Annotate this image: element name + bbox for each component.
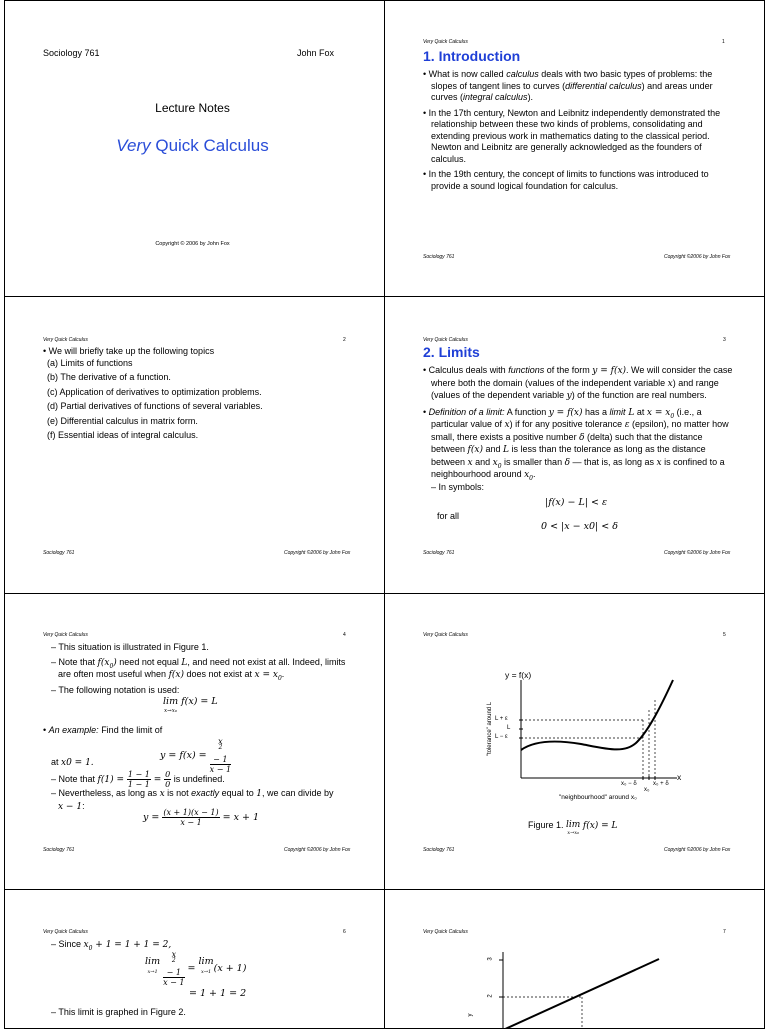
topics-intro: • We will briefly take up the following topics: [43, 346, 215, 356]
delta-condition: 0 < |x − x0| < δ: [541, 521, 618, 532]
slide-limit-result: [4, 889, 385, 1029]
function-line: [503, 959, 659, 1029]
running-header: Very Quick Calculus: [423, 632, 468, 638]
footer-right: Copyright ©2006 by John Fox: [664, 550, 731, 556]
page-number: 4: [343, 632, 346, 638]
topic-item: (c) Application of derivatives to optimization problems.: [47, 386, 262, 397]
bullet-functions: • Calculus deals with functions of the form y = f(x). We will consider the case where both the domain (values of the independent variable x) and range (values of the dependent variable y) of the function are real numbers.: [423, 365, 733, 401]
footer-right: Copyright ©2006 by John Fox: [664, 847, 731, 853]
for-all-label: for all: [437, 511, 460, 521]
note-divide: – Nevertheless, as long as x is not exactly equal to 1, we can divide by x − 1:: [51, 788, 334, 812]
l-label: L: [507, 725, 511, 731]
title-emphasis: Very: [116, 136, 151, 155]
running-header: Very Quick Calculus: [423, 337, 468, 343]
presentation-title: [5, 136, 380, 156]
slide-figure1: [384, 593, 765, 890]
running-header: Very Quick Calculus: [423, 39, 468, 45]
page-number: 1: [722, 39, 725, 45]
in-symbols: – In symbols:: [431, 481, 485, 492]
title-rest: Quick Calculus: [155, 136, 269, 155]
footer-left: Sociology 761: [423, 254, 455, 260]
limit-figure: [385, 594, 765, 890]
bullet-newton-leibnitz: • In the 17th century, Newton and Leibnitz independently demonstrated the relationship between these two kinds of problems, consolidating and extending previous work in mathematics dating to the classical period. Newton and Leibnitz are generally acknowledged as the founders of calculus.: [423, 107, 721, 164]
x0-label: x₀: [644, 787, 650, 793]
note-undefined: – Note that f(1) = $\frac{1 - 1}{1 - 1}$ = $\frac{0}{0}$ is undefined.: [51, 770, 225, 789]
neighbourhood-label: "neighbourhood" around x₀: [559, 794, 637, 801]
topic-item: (e) Differential calculus in matrix form.: [47, 415, 198, 426]
running-header: Very Quick Calculus: [423, 929, 468, 935]
x0-plus-delta: x₀ + δ: [653, 781, 669, 787]
slide-topics: [4, 296, 385, 594]
page-number: 2: [343, 337, 346, 343]
epsilon-condition: |f(x) − L| < ε: [545, 497, 608, 508]
author-label: John Fox: [297, 48, 335, 58]
footer-left: Sociology 761: [43, 847, 75, 853]
footer-right: Copyright ©2006 by John Fox: [284, 550, 351, 556]
topic-item: (a) Limits of functions: [47, 357, 133, 368]
footer-left: Sociology 761: [423, 550, 455, 556]
running-header: Very Quick Calculus: [43, 929, 88, 935]
topic-item: (d) Partial derivatives of functions of several variables.: [47, 401, 263, 411]
bullet-calculus: • What is now called calculus deals with two basic types of problems: the slopes of tangent lines to curves (differential calculus) and areas under curves (integral calculus).: [423, 69, 713, 102]
figure-caption: Figure 1. lim $^{x\to x_0}$ f(x) = L: [528, 820, 618, 836]
bullet-definition: • Definition of a limit: A function y = f(x) has a limit L at $x = x_0$ (i.e., a particular value of x) if for any positive tolerance ε (epsilon), no matter how small, there exists a positive number δ (delta) such that the distance between f(x) and L is less than the tolerance as long as the distance between x and $x_0$ is smaller than δ — that is, as long as x is confined to a neighbourhood around $x_0$.: [423, 406, 729, 482]
function-curve: [521, 680, 673, 750]
tick-label-2: 2: [487, 994, 494, 998]
slide-limits: [384, 296, 765, 594]
course-label: Sociology 761: [43, 48, 100, 58]
y-axis-label: y = f(x): [505, 670, 532, 680]
intro-body: [423, 69, 728, 192]
since-line: – Since $x_0 + 1 = 1 + 1 = 2$,: [51, 939, 172, 952]
at-x0: at x0 = 1.: [51, 757, 94, 768]
l-plus-epsilon: L + ε: [495, 716, 508, 722]
limit-derivation: lim $^{x\to 1}$ x 2 − 1 x − 1 = lim $^{x\to 1}$ (x + 1) = 1 + 1 = 2: [145, 950, 247, 999]
slide-example: [4, 593, 385, 890]
notation-note: – The following notation is used:: [51, 684, 180, 695]
limits-body: [423, 365, 733, 493]
example-body-top: [51, 642, 351, 696]
l-minus-epsilon: L − ε: [495, 734, 508, 740]
page-number: 7: [723, 929, 726, 935]
title-copyright: Copyright © 2006 by John Fox: [155, 241, 230, 247]
bullet-limits-history: • In the 19th century, the concept of limits to functions was introduced to provide a sound logical foundation for calculus.: [423, 169, 709, 191]
section-heading: 1. Introduction: [423, 48, 521, 64]
page-number: 5: [723, 632, 726, 638]
lecture-notes-label: Lecture Notes: [155, 101, 230, 115]
tolerance-label: "tolerance" around L: [487, 701, 493, 757]
footer-left: Sociology 761: [423, 847, 455, 853]
x-axis-label: x: [677, 772, 682, 782]
footer-right: Copyright ©2006 by John Fox: [284, 847, 351, 853]
x0-minus-delta: x₀ − δ: [621, 781, 637, 787]
slide-introduction: [384, 0, 765, 297]
slide-title: [4, 0, 385, 297]
section-heading: 2. Limits: [423, 344, 480, 360]
slide-figure2: [384, 889, 765, 1029]
footer-left: Sociology 761: [43, 550, 75, 556]
footer-right: Copyright ©2006 by John Fox: [664, 254, 731, 260]
example-function: y = f(x) = x 2 − 1 x − 1: [160, 737, 232, 774]
topic-item: (f) Essential ideas of integral calculus.: [47, 430, 199, 440]
page-number: 6: [343, 929, 346, 935]
tick-label-3: 3: [487, 957, 494, 961]
illustration-note: – This situation is illustrated in Figure 1.: [51, 642, 209, 652]
graph-note: – This limit is graphed in Figure 2.: [51, 1007, 186, 1017]
y-axis-label: y: [467, 1013, 474, 1017]
page-number: 3: [723, 337, 726, 343]
running-header: Very Quick Calculus: [43, 337, 88, 343]
limit-notation: lim $^{x\to x_0}$ f(x) = L: [163, 696, 218, 714]
topics-body: [43, 346, 353, 442]
note-fx0: – Note that $f(x_0)$ need not equal L, and need not exist at all. Indeed, limits are often most useful when f(x) does not exist at $x = x_0$.: [51, 656, 346, 682]
example-intro: • An example: Find the limit of: [43, 725, 163, 735]
running-header: Very Quick Calculus: [43, 632, 88, 638]
simplified-function: y = $\frac{(x + 1)(x - 1)}{x - 1}$ = x + 1: [143, 808, 260, 827]
line-figure: [385, 890, 765, 1029]
topic-item: (b) The derivative of a function.: [47, 372, 171, 382]
